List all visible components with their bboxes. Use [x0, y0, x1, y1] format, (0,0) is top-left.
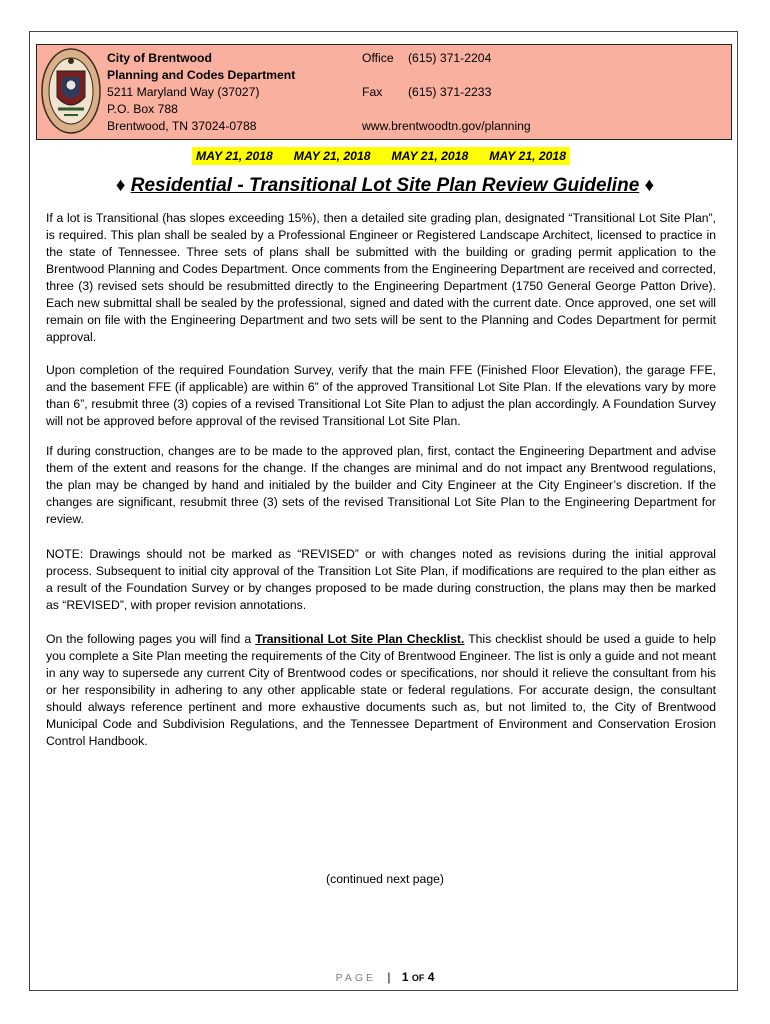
- paragraph-note-revised: NOTE: Drawings should not be marked as “REVISED” or with changes noted as revisions during the initial approval process. Subsequent to initial city approval of the Transition Lot Site Plan, if modifications are required to the plan either as a result of the Foundation Survey or by changes proposed to be made during construction, the plans may then be marked as “REVISED”, with proper revision annotations.: [46, 547, 716, 612]
- address-line-2: P.O. Box 788: [107, 102, 178, 116]
- diamond-icon: ♦: [115, 175, 126, 196]
- date-bar: [192, 147, 570, 165]
- continued-note: (continued next page): [326, 872, 444, 886]
- page-number: 1: [401, 970, 409, 984]
- title-text: Residential - Transitional Lot Site Plan Review Guideline: [130, 175, 640, 196]
- website-link[interactable]: www.brentwoodtn.gov/planning: [362, 119, 531, 133]
- paragraph-construction-changes: If during construction, changes are to be made to the approved plan, first, contact the Engineering Department and advise them of the extent and reasons for the change. If the changes are minimal and do not impact any Brentwood regulations, the plan may be changed by hand and initialed by the builder and City Engineer at the City Engineer’s discretion. If the changes are significant, resubmit three (3) sets of the revised Transitional Lot Site Plan to the Engineering Department for review.: [46, 444, 716, 526]
- office-phone: (615) 371-2204: [408, 51, 492, 65]
- office-label: Office: [362, 51, 394, 65]
- checklist-link[interactable]: Transitional Lot Site Plan Checklist.: [255, 632, 465, 646]
- date-stamp: MAY 21, 2018: [489, 149, 566, 163]
- address-line-1: 5211 Maryland Way (37027): [107, 85, 260, 99]
- page-footer: [0, 970, 770, 984]
- checklist-body-text: This checklist should be used a guide to help you complete a Site Plan meeting the requirements of the City of Brentwood Engineer. The list is only a guide and not meant in any way to supersede any current City of Brentwood codes or specifications, nor should it relieve the consultant from his or her responsibility in adhering to any other applicable state or federal regulations. For accurate design, the consultant should always reference pertinent and more exhaustive documents such as, but not limited to, the City of Brentwood Municipal Code and Subdivision Regulations, and the Tennessee Department of Environment and Conservation Erosion Control Handbook.: [46, 632, 717, 748]
- org-name: City of Brentwood: [107, 51, 212, 65]
- date-stamp: MAY 21, 2018: [391, 149, 469, 163]
- of-label: OF: [411, 973, 425, 983]
- diamond-icon: ♦: [644, 175, 655, 196]
- page-title: [0, 174, 770, 198]
- footer-separator: |: [387, 970, 391, 984]
- paragraph-checklist: [46, 631, 716, 750]
- page-word: PAGE: [335, 972, 377, 984]
- fax-phone: (615) 371-2233: [408, 85, 492, 99]
- date-stamp: MAY 21, 2018: [293, 149, 371, 163]
- total-pages: 4: [427, 970, 435, 984]
- city-seal-logo: [40, 47, 102, 135]
- paragraph-foundation-survey: Upon completion of the required Foundation Survey, verify that the main FFE (Finished Floor Elevation), the garage FFE, and the basement FFE (if applicable) are within 6” of the approved Transitional Lot Site Plan. If the elevations vary by more than 6”, resubmit three (3) copies of a revised Transitional Lot Site Plan to adjust the plan accordingly. A Foundation Survey will not be approved before approval of the revised Transitional Lot Site Plan.: [46, 363, 716, 428]
- department-name: Planning and Codes Department: [107, 68, 296, 82]
- checklist-intro-text: On the following pages you will find a: [46, 632, 256, 646]
- paragraph-transitional-lot: If a lot is Transitional (has slopes exceeding 15%), then a detailed site grading plan, designated “Transitional Lot Site Plan”, is required. This plan shall be sealed by a Professional Engineer or Registered Landscape Architect, licensed to practice in the state of Tennessee. Three sets of plans shall be submitted with the building or grading permit application to the Brentwood Planning and Codes Department. Once comments from the Engineering Department are received and corrected, three (3) revised sets should be resubmitted directly to the Engineering Department (1750 General George Patton Drive). Each new submittal shall be sealed by the professional, signed and dated with the current date. Once approved, one set will remain on file with the Engineering Department and two sets will be sent to the Planning and Codes Department for permit approval.: [46, 211, 716, 344]
- address-line-3: Brentwood, TN 37024-0788: [107, 119, 257, 133]
- date-stamp: MAY 21, 2018: [196, 149, 273, 163]
- fax-label: Fax: [362, 85, 383, 99]
